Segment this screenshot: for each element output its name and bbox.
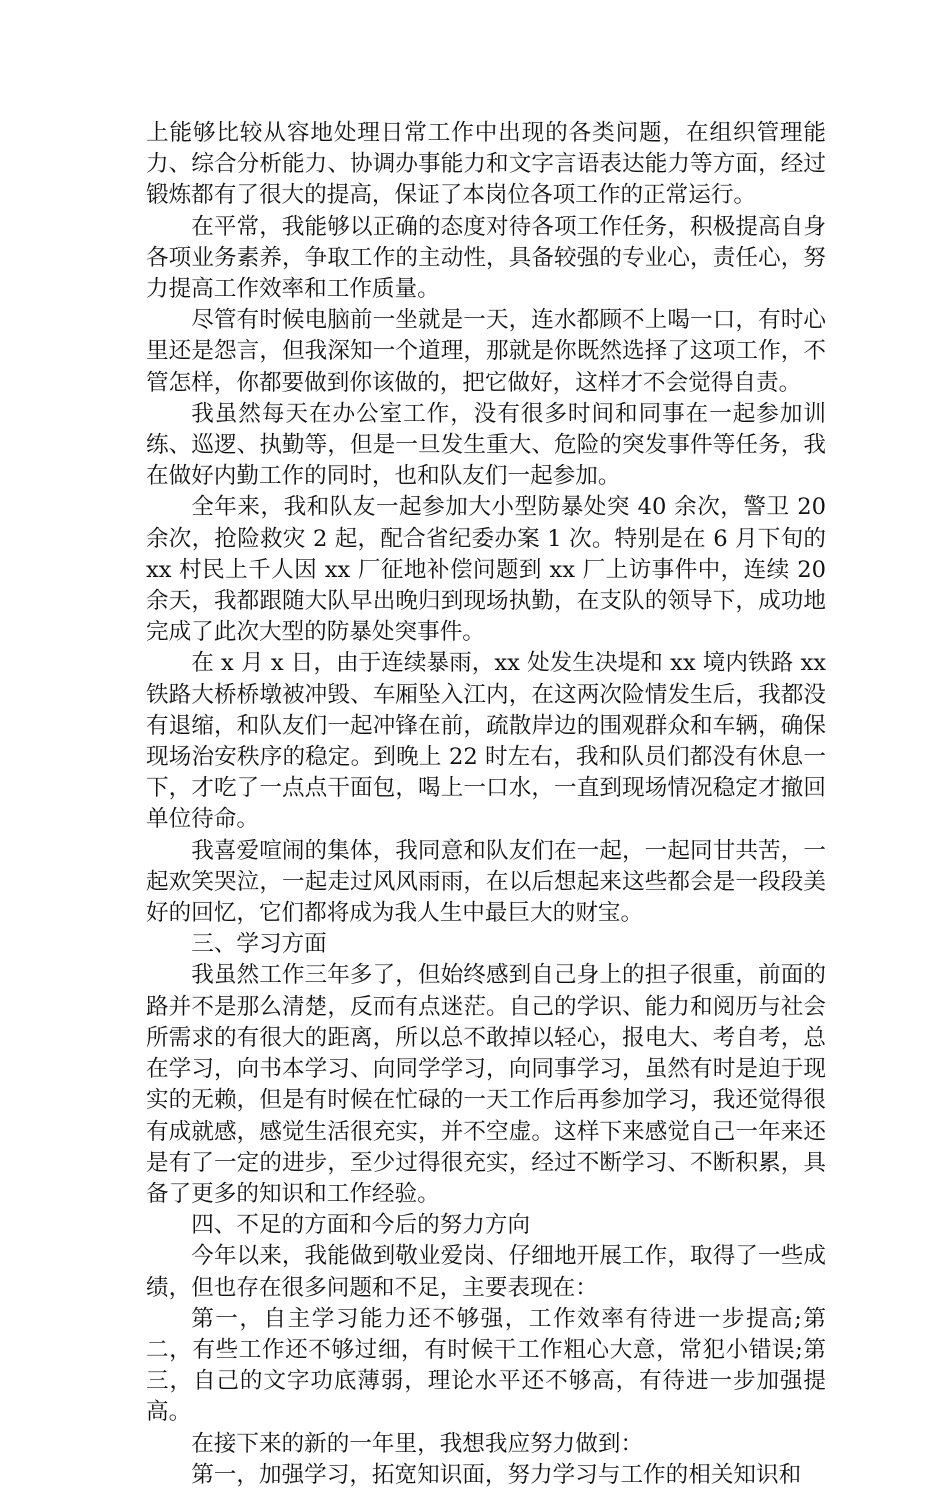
document-body (146, 118, 826, 1491)
paragraph-2: 在平常，我能够以正确的态度对待各项工作任务，积极提高自身各项业务素养，争取工作的主动性，具备较强的专业心，责任心，努力提高工作效率和工作质量。 (146, 213, 826, 303)
paragraph-11: 今年以来，我能做到敬业爱岗、仔细地开展工作，取得了一些成绩，但也存在很多问题和不足，主要表现在： (146, 1243, 826, 1301)
paragraph-1: 上能够比较从容地处理日常工作中出现的各类问题，在组织管理能力、综合分析能力、协调办事能力和文字言语表达能力等方面，经过锻炼都有了很大的提高，保证了本岗位各项工作的正常运行。 (146, 120, 826, 209)
paragraph-14: 第一，加强学习，拓宽知识面，努力学习与工作的相关知识和 (191, 1461, 802, 1488)
paragraph-13: 在接下来的新的一年里，我想我应努力做到： (191, 1430, 644, 1457)
section-heading-study: 三、学习方面 (191, 931, 327, 958)
section-heading-shortcomings: 四、不足的方面和今后的努力方向 (191, 1212, 531, 1239)
paragraph-4: 我虽然每天在办公室工作，没有很多时间和同事在一起参加训练、巡逻、执勤等，但是一旦发生重大、危险的突发事件等任务，我在做好内勤工作的同时，也和队友们一起参加。 (146, 400, 826, 490)
paragraph-5: 全年来，我和队友一起参加大小型防暴处突 40 余次，警卫 20 余次，抢险救灾 2 起，配合省纪委办案 1 次。特别是在 6 月下旬的 xx 村民上千人因 xx 厂征地补偿问题到 xx 厂上访事件中，连续 20 余天，我都跟随大队早出晚归到现场执勤，在支队的领导下，成功地完成了此次大型的防暴处突事件。 (146, 494, 826, 646)
paragraph-3: 尽管有时候电脑前一坐就是一天，连水都顾不上喝一口，有时心里还是怨言，但我深知一个道理，那就是你既然选择了这项工作，不管怎样，你都要做到你该做的，把它做好，这样才不会觉得自责。 (146, 307, 826, 396)
paragraph-7: 我喜爱喧闹的集体，我同意和队友们在一起，一起同甘共苦，一起欢笑哭泣，一起走过风风雨雨，在以后想起来这些都会是一段段美好的回忆，它们都将成为我人生中最巨大的财宝。 (146, 837, 826, 927)
paragraph-9: 我虽然工作三年多了，但始终感到自己身上的担子很重，前面的路并不是那么清楚，反而有点迷茫。自己的学识、能力和阅历与社会所需求的有很大的距离，所以总不敢掉以轻心，报电大、考自考，总在学习，向书本学习、向同学学习，向同事学习，虽然有时是迫于现实的无赖，但是有时候在忙碌的一天工作后再参加学习，我还觉得很有成就感，感觉生活很充实，并不空虚。这样下来感觉自己一年来还是有了一定的进步，至少过得很充实，经过不断学习、不断积累，具备了更多的知识和工作经验。 (146, 962, 826, 1207)
paragraph-12: 第一，自主学习能力还不够强，工作效率有待进一步提高;第二，有些工作还不够过细，有时候干工作粗心大意，常犯小错误;第三，自己的文字功底薄弱，理论水平还不够高，有待进一步加强提高。 (146, 1305, 826, 1426)
paragraph-6: 在 x 月 x 日，由于连续暴雨，xx 处发生决堤和 xx 境内铁路 xx 铁路大桥桥墩被冲毁、车厢坠入江内，在这两次险情发生后，我都没有退缩，和队友们一起冲锋在前，疏散岸边的围观群众和车辆，确保现场治安秩序的稳定。到晚上 22 时左右，我和队员们都没有休息一下，才吃了一点点干面包，喝上一口水，一直到现场情况稳定才撤回单位待命。 (146, 650, 826, 833)
